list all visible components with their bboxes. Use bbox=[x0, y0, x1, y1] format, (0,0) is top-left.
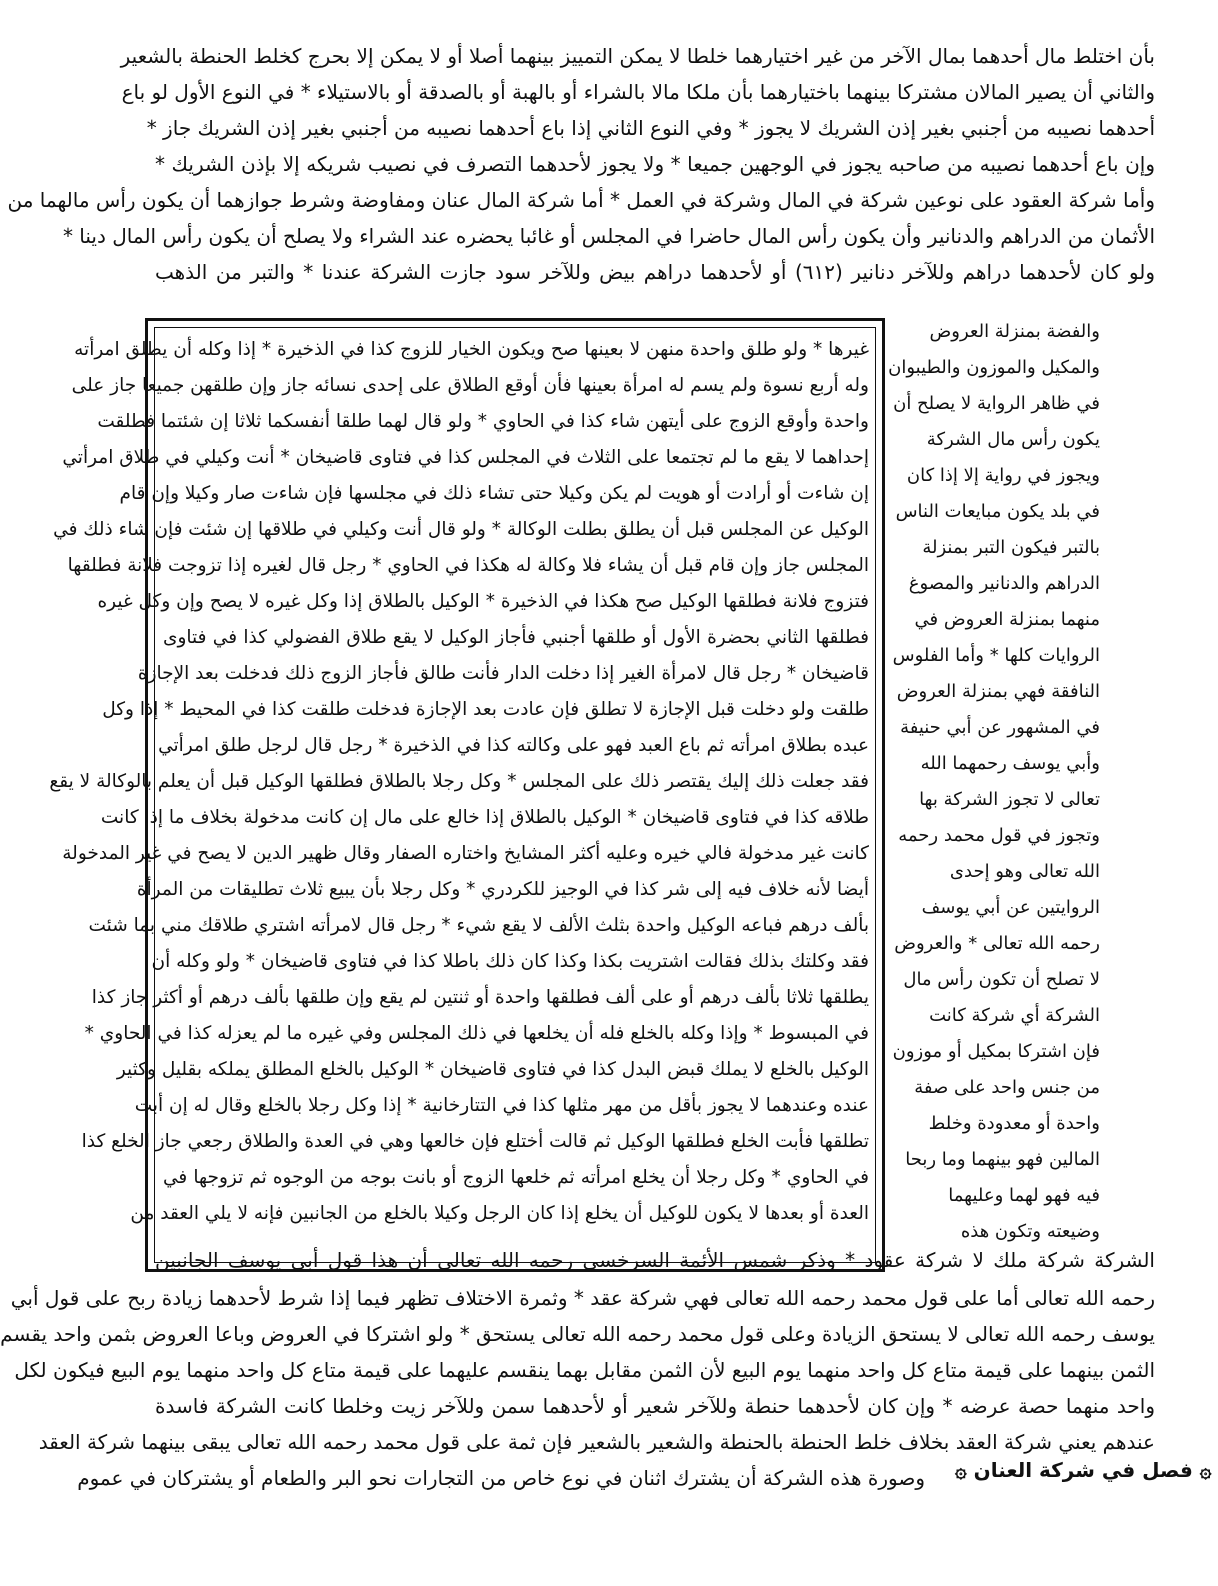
commentary-line: الوكيل بالخلع لا يملك قبض البدل كذا في فتاوى قاضيخان * الوكيل بالخلع المطلق يملكه بقليل وكثير bbox=[116, 1059, 869, 1080]
commentary-line: كانت غير مدخولة فالي خيره وعليه أكثر المشايخ واختاره الصفار وقال ظهير الدين لا يصح في غير المدخولة bbox=[62, 843, 869, 864]
side-line: في ظاهر الرواية لا يصلح أن bbox=[893, 393, 1100, 414]
side-line: النافقة فهي بمنزلة العروض bbox=[896, 681, 1100, 702]
side-line: وضيعته وتكون هذه bbox=[960, 1221, 1100, 1242]
side-line: والمكيل والموزون والطيبوان bbox=[888, 357, 1100, 378]
commentary-line: إحداهما لا يقع ما لم تجتمعا على الثلاث في المجلس كذا في فتاوى قاضيخان * أنت وكيلي في طلاق امرأتي bbox=[62, 447, 869, 468]
side-line: واحدة أو معدودة وخلط bbox=[928, 1113, 1100, 1134]
text-line: وأما شركة العقود على نوعين شركة في المال وشركة في العمل * أما شركة المال عنان ومفاوضة وشرط جوازهما أن يكون رأس مالهما من bbox=[7, 188, 1155, 212]
side-line: رحمه الله تعالى * والعروض bbox=[894, 933, 1100, 954]
commentary-line: فقد جعلت ذلك إليك يقتصر ذلك على المجلس * وكل رجلا بالطلاق فطلقها الوكيل قبل أن يعلم بالوكالة لا يقع bbox=[49, 771, 869, 792]
commentary-line: المجلس جاز وإن قام قبل أن يشاء فلا وكالة له هكذا في الحاوي * رجل قال لغيره إذا تزوجت فلانة فطلقها bbox=[67, 555, 869, 576]
text-line: يوسف رحمه الله تعالى لا يستحق الزيادة وعلى قول محمد رحمه الله تعالى يستحق * ولو اشتركا في العروض وباعا العروض بثمن واحد يقسم bbox=[0, 1322, 1155, 1346]
side-line: المالين فهو بينهما وما ربحا bbox=[905, 1149, 1100, 1170]
side-line: فيه فهو لهما وعليهما bbox=[948, 1185, 1100, 1206]
text-line: والثاني أن يصير المالان مشتركا بينهما باختيارهما بأن ملكا مالا بالشراء أو بالهبة أو بالصدقة أو بالاستيلاء * في النوع الأول لو باع bbox=[121, 80, 1155, 104]
text-line: الأثمان من الدراهم والدنانير وأن يكون رأس المال حاضرا في المجلس أو غائبا يحضره عند الشراء ولا يصلح أن يكون رأس المال دينا * bbox=[62, 224, 1155, 248]
section-heading: ۞ فصل في شركة العنان ۞ bbox=[955, 1458, 1212, 1482]
side-line: الشركة أي شركة كانت bbox=[929, 1005, 1100, 1026]
text-line: الشركة شركة ملك لا شركة عقود * وذكر شمس الأئمة السرخسي رحمه الله تعالى أن هذا قول أبي يوسف الجانبين bbox=[155, 1248, 1155, 1272]
text-line: وإن باع أحدهما نصيبه من صاحبه يجوز في الوجهين جميعا * ولا يجوز لأحدهما التصرف في نصيب شريكه إلا بإذن الشريك * bbox=[155, 152, 1155, 176]
commentary-line: إن شاءت أو أرادت أو هويت لم يكن وكيلا حتى تشاء ذلك في مجلسها فإن شاءت صار وكيلا وإن قام bbox=[119, 483, 869, 504]
commentary-line: فطلقها الثاني بحضرة الأول أو طلقها أجنبي فأجاز الوكيل لا يقع طلاق الفضولي كذا في فتاوى bbox=[163, 627, 869, 648]
commentary-line: فقد وكلتك بذلك فقالت اشتريت بكذا وكذا كان ذلك باطلا كذا في فتاوى قاضيخان * ولو وكله أن bbox=[151, 951, 869, 972]
side-line: في المشهور عن أبي حنيفة bbox=[900, 717, 1100, 738]
side-line: وأبي يوسف رحمهما الله bbox=[920, 753, 1100, 774]
commentary-line: وله أربع نسوة ولم يسم له امرأة بعينها فأن أوقع الطلاق على إحدى نسائه جاز وإن طلقهن جميعا جاز على bbox=[71, 375, 869, 396]
side-line: الله تعالى وهو إحدى bbox=[949, 861, 1100, 882]
commentary-line: الوكيل عن المجلس قبل أن يطلق بطلت الوكالة * ولو قال أنت وكيلي في طلاقها إن شئت فإن شاء ذلك في bbox=[53, 519, 869, 540]
side-line: بالتبر فيكون التبر بمنزلة bbox=[922, 537, 1100, 558]
commentary-line: طلقت ولو دخلت قبل الإجازة لا تطلق فإن عادت بعد الإجازة فدخلت طلقت كذا في المحيط * إذا وكل bbox=[102, 699, 869, 720]
text-line: واحد منهما حصة عرضه * وإن كان لأحدهما حنطة وللآخر شعير أو لأحدهما سمن وللآخر زيت وخلطا كانت الشركة فاسدة bbox=[155, 1394, 1155, 1418]
commentary-line: قاضيخان * رجل قال لامرأة الغير إذا دخلت الدار فأنت طالق فأجاز الزوج ذلك فدخلت بعد الإجازة bbox=[137, 663, 869, 684]
commentary-line: بألف درهم فباعه الوكيل واحدة بثلث الألف لا يقع شيء * رجل قال لامرأته اشتري طلاقك مني بما شئت bbox=[88, 915, 869, 936]
side-line: ويجوز في رواية إلا إذا كان bbox=[906, 465, 1100, 486]
side-line: في بلد يكون مبايعات الناس bbox=[895, 501, 1100, 522]
side-line: يكون رأس مال الشركة bbox=[926, 429, 1100, 450]
side-line: فإن اشتركا بمكيل أو موزون bbox=[892, 1041, 1100, 1062]
text-line: وصورة هذه الشركة أن يشترك اثنان في نوع خاص من التجارات نحو البر والطعام أو يشتركان في عموم bbox=[77, 1466, 925, 1490]
commentary-line: عبده بطلاق امرأته ثم باع العبد فهو على وكالته كذا في الذخيرة * رجل قال لرجل طلق امرأتي bbox=[158, 735, 869, 756]
side-line: الدراهم والدنانير والمصوغ bbox=[908, 573, 1100, 594]
commentary-line: غيرها * ولو طلق واحدة منهن لا بعينها صح ويكون الخيار للزوج كذا في الذخيرة * إذا وكله أن يطلق امرأته bbox=[74, 339, 869, 360]
commentary-line: تطلقها فأبت الخلع فطلقها الوكيل ثم قالت أختلع فإن خالعها وهي في العدة والطلاق رجعي جاز الخلع كذا bbox=[81, 1131, 869, 1152]
commentary-line: طلاقه كذا في فتاوى قاضيخان * الوكيل بالطلاق إذا خالع على مال إن كانت مدخولة بخلاف ما إذا كانت bbox=[100, 807, 869, 828]
commentary-line: واحدة وأوقع الزوج على أيتهن شاء كذا في الحاوي * ولو قال لهما طلقا أنفسكما ثلاثا إن شئتما فطلقت bbox=[97, 411, 869, 432]
commentary-line: في الحاوي * وكل رجلا أن يخلع امرأته ثم خلعها الزوج أو بانت بوجه من الوجوه ثم تزوجها في bbox=[163, 1167, 869, 1188]
side-line: الروايتين عن أبي يوسف bbox=[921, 897, 1100, 918]
commentary-line: عنده وعندهما لا يجوز بأقل من مهر مثلها كذا في التتارخانية * إذا وكل رجلا بالخلع وقال له إن أبت bbox=[134, 1095, 869, 1116]
text-line: رحمه الله تعالى أما على قول محمد رحمه الله تعالى فهي شركة عقد * وثمرة الاختلاف تظهر فيما إذا شرط لأحدهما زيادة ربح على قول أبي bbox=[10, 1286, 1155, 1310]
text-line: بأن اختلط مال أحدهما بمال الآخر من غير اختيارهما خلطا لا يمكن التمييز بينهما أصلا أو لا يمكن إلا بحرج كخلط الحنطة بالشعير bbox=[120, 44, 1155, 68]
side-line: الروايات كلها * وأما الفلوس bbox=[892, 645, 1100, 666]
side-line: وتجوز في قول محمد رحمه bbox=[898, 825, 1100, 846]
text-line: ولو كان لأحدهما دراهم وللآخر دنانير (٦١٢) أو لأحدهما دراهم بيض وللآخر سود جازت الشركة عندنا * والتبر من الذهب bbox=[155, 260, 1155, 284]
text-line: الثمن بينهما على قيمة متاع كل واحد منهما يوم البيع لأن الثمن مقابل بهما ينقسم عليهما على قيمة متاع كل واحد منهما يوم البيع فيكون لكل bbox=[14, 1358, 1155, 1382]
commentary-line: يطلقها ثلاثا بألف درهم أو على ألف فطلقها واحدة أو ثنتين لم يقع وإن طلقها بألف درهم أو أكثر جاز كذا bbox=[91, 987, 869, 1008]
commentary-line: في المبسوط * وإذا وكله بالخلع فله أن يخلعها في ذلك المجلس وفي غيره ما لم يعزله كذا في الحاوي * bbox=[84, 1023, 869, 1044]
side-line: من جنس واحد على صفة bbox=[914, 1077, 1100, 1098]
commentary-line: فتزوج فلانة فطلقها الوكيل صح هكذا في الذخيرة * الوكيل بالطلاق إذا وكل غيره لا يصح وإن وكل غيره bbox=[97, 591, 869, 612]
side-line: والفضة بمنزلة العروض bbox=[929, 321, 1100, 342]
commentary-line: أيضا لأنه خلاف فيه إلى شر كذا في الوجيز للكردري * وكل رجلا بأن يبيع ثلاث تطليقات من المرأة bbox=[136, 879, 869, 900]
text-line: أحدهما نصيبه من أجنبي بغير إذن الشريك لا يجوز * وفي النوع الثاني إذا باع أحدهما نصيبه من أجنبي بغير إذن الشريك جاز * bbox=[146, 116, 1155, 140]
side-line: تعالى لا تجوز الشركة بها bbox=[919, 789, 1100, 810]
commentary-line: العدة أو بعدها لا يكون للوكيل أن يخلع إذا كان الرجل وكيلا بالخلع من الجانبين فإنه لا يلي العقد من bbox=[130, 1203, 869, 1224]
side-line: منهما بمنزلة العروض في bbox=[914, 609, 1100, 630]
side-line: لا تصلح أن تكون رأس مال bbox=[903, 969, 1100, 990]
text-line: عندهم يعني شركة العقد بخلاف خلط الحنطة بالحنطة والشعير بالشعير فإن ثمة على قول محمد رحمه الله تعالى يبقى بينهما شركة العقد bbox=[38, 1430, 1155, 1454]
